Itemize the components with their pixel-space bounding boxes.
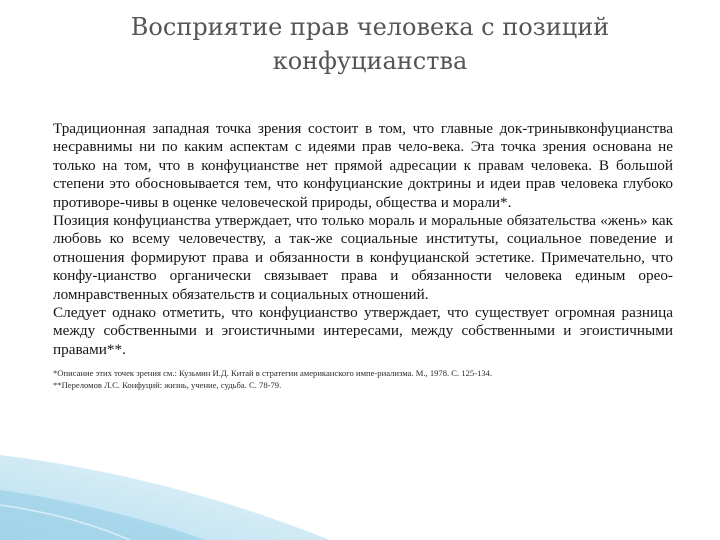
title-line-1: Восприятие прав человека с позиций: [130, 13, 610, 41]
paragraph-3: Следует однако отметить, что конфуцианство утверждает, что существует огромная разница между собственными и эгоистичными интересами, между собственными и эгоистичными правами**.: [53, 304, 673, 358]
paragraph-1: Традиционная западная точка зрения состоит в том, что главные док-тринывконфуцианства несравнимы ни по каким аспектам с идеями прав чело-века. Эта точка зрения основана не только на том, что в конфуцианстве нет прямой адресации к правам человека. В большой степени это обосновывается тем, что конфуцианские доктрины и идеи прав человека глубоко противоре-чивы в оценке человеческой природы, общества и морали*.: [53, 120, 673, 211]
slide-body: [53, 120, 673, 391]
paragraph-2: Позиция конфуцианства утверждает, что только мораль и моральные обязательства «жень» как любовь ко всему человечеству, а так-же социальные институты, социальное поведение и отношения формируют права и обязанности в конфуцианской эстетике. Примечательно, что конфу-цианство органически связывает права и обязанности человека единым орео-ломнравственных обязательств и социальных отношений.: [53, 212, 673, 303]
footnotes: [53, 367, 673, 391]
footnote-1: *Описание этих точек зрения см.: Кузьмин И.Д. Китай в стратегии американского импе-риализма. М., 1978. С. 125-134.: [53, 368, 493, 379]
title-line-2: конфуцианства: [272, 47, 468, 75]
slide-title: [60, 10, 680, 78]
footnote-2: **Переломов Л.С. Конфуций: жизнь, учение, судьба. С. 78-79.: [53, 380, 282, 391]
